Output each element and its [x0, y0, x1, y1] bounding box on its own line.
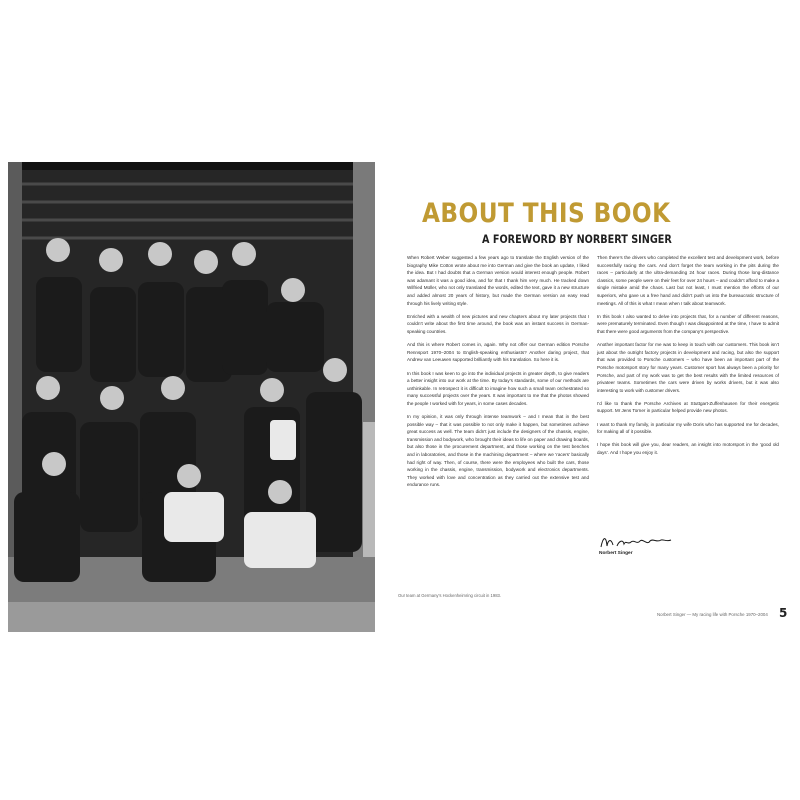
page-title: ABOUT THIS BOOK [422, 198, 671, 229]
team-photo [8, 162, 375, 632]
paragraph: In this book I was keen to go into the individual projects in greater depth, to give readers a better insight into our work at the time. By today’s standards, some of our methods are unthinkable. In retrospect it is difficult to imagine how such a small team orchestrated so many successful projects over the years. It was important to me that the photos showed the people I worked with for years, in some cases decades. [407, 370, 589, 406]
photo-caption: Our team at Germany’s Hockenheimring circuit in 1983. [398, 593, 502, 598]
left-text-column [407, 254, 589, 495]
running-footer: Norbert Singer — My racing life with Porsche 1970–2004 [657, 612, 768, 617]
paragraph: In my opinion, it was only through intense teamwork – and I mean that in the best possible way – that it was possible to not only make it happen, but sometimes achieve great success as well. The team didn’t just include the designers of the chassis, engine, transmission and bodywork, who brought their ideas to life on paper and drawing boards, but also those in the procurement department, and those working on the test benches and in laboratories, and those in the machining department – where we ‘racers’ basically had right of way. Then, of course, there were the employees who built the cars, those working in the chassis, engine, transmission, bodywork and electronics departments. They worked with love and concentration as they carried out the extensive test and endurance runs. [407, 414, 589, 488]
paragraph: Enriched with a wealth of new pictures and new chapters about my later projects that I couldn’t write about the first time around, the book was an instant success in German-speaking countries. [407, 313, 589, 334]
signer-name: Norbert Singer [599, 551, 633, 556]
paragraph: I want to thank my family, in particular my wife Doris who has supported me for decades, for making all of it possible. [597, 421, 779, 435]
paragraph: I’d like to thank the Porsche Archives at Stuttgart-Zuffenhausen for their energetic support. Mr Jens Torner in particular helped provide new photos. [597, 400, 779, 414]
paragraph: Another important factor for me was to keep in touch with our customers. This book isn’t just about the outright factory projects in development and racing, but also the support that was provided to Porsche customers – who have been an important part of the Porsche motorsport story for many years. Customer sport has always been a priority for Porsche, and part of my work was to get the best results with the limited resources of privateer teams. Sometimes the cars were driven by works drivers, but it was also interesting to work with customer drivers. [597, 342, 779, 393]
right-text-column [597, 254, 779, 462]
paragraph: Then there’s the drivers who completed the excellent test and development work, before successfully racing the cars. And don’t forget the team working in the pits during the races – particularly at the ultra-demanding 24 hour races. During those long-distance classics, some people were on their feet for over 24 hours – and couldn’t afford to make a single mistake amid the chaos. Last but not least, I must mention the efforts of our superiors, who gave us a free hand and didn’t push us into the bureaucratic structure of meetings. All of this is what I mean when I talk about teamwork. [597, 255, 779, 306]
paragraph: In this book I also wanted to delve into projects that, for a number of different reasons, were prematurely terminated. Even though I was disappointed at the time, I have to admit that there were good arguments from the company’s perspective. [597, 313, 779, 334]
paragraph: When Robert Weber suggested a few years ago to translate the English version of the biography Mike Cotton wrote about me into German and give the book an update, I liked the idea. But I had doubts that a German version would interest enough people. Robert was adamant it was a good idea, and for that I thank him very much. He tracked down Wilfried Müller, who not only translated the words, edited the text, gave it a new structure and added almost 20 years of history, but made the German version an easy read through his lively writing style. [407, 255, 589, 306]
paragraph: And this is where Robert comes in, again. Why not offer our German edition Porsche Rennsport 1970–2004 to English-speaking enthusiasts? Another daring project, that Andrew van Leeuwen supported brilliantly with his translation. So here it is. [407, 342, 589, 363]
handwritten-signature [597, 531, 687, 553]
paragraph: I hope this book will give you, dear readers, an insight into motorsport in the ‘good old days’. And I hope you enjoy it. [597, 442, 779, 456]
page-subtitle: A FOREWORD BY NORBERT SINGER [482, 232, 672, 246]
page-number: 5 [779, 606, 788, 620]
